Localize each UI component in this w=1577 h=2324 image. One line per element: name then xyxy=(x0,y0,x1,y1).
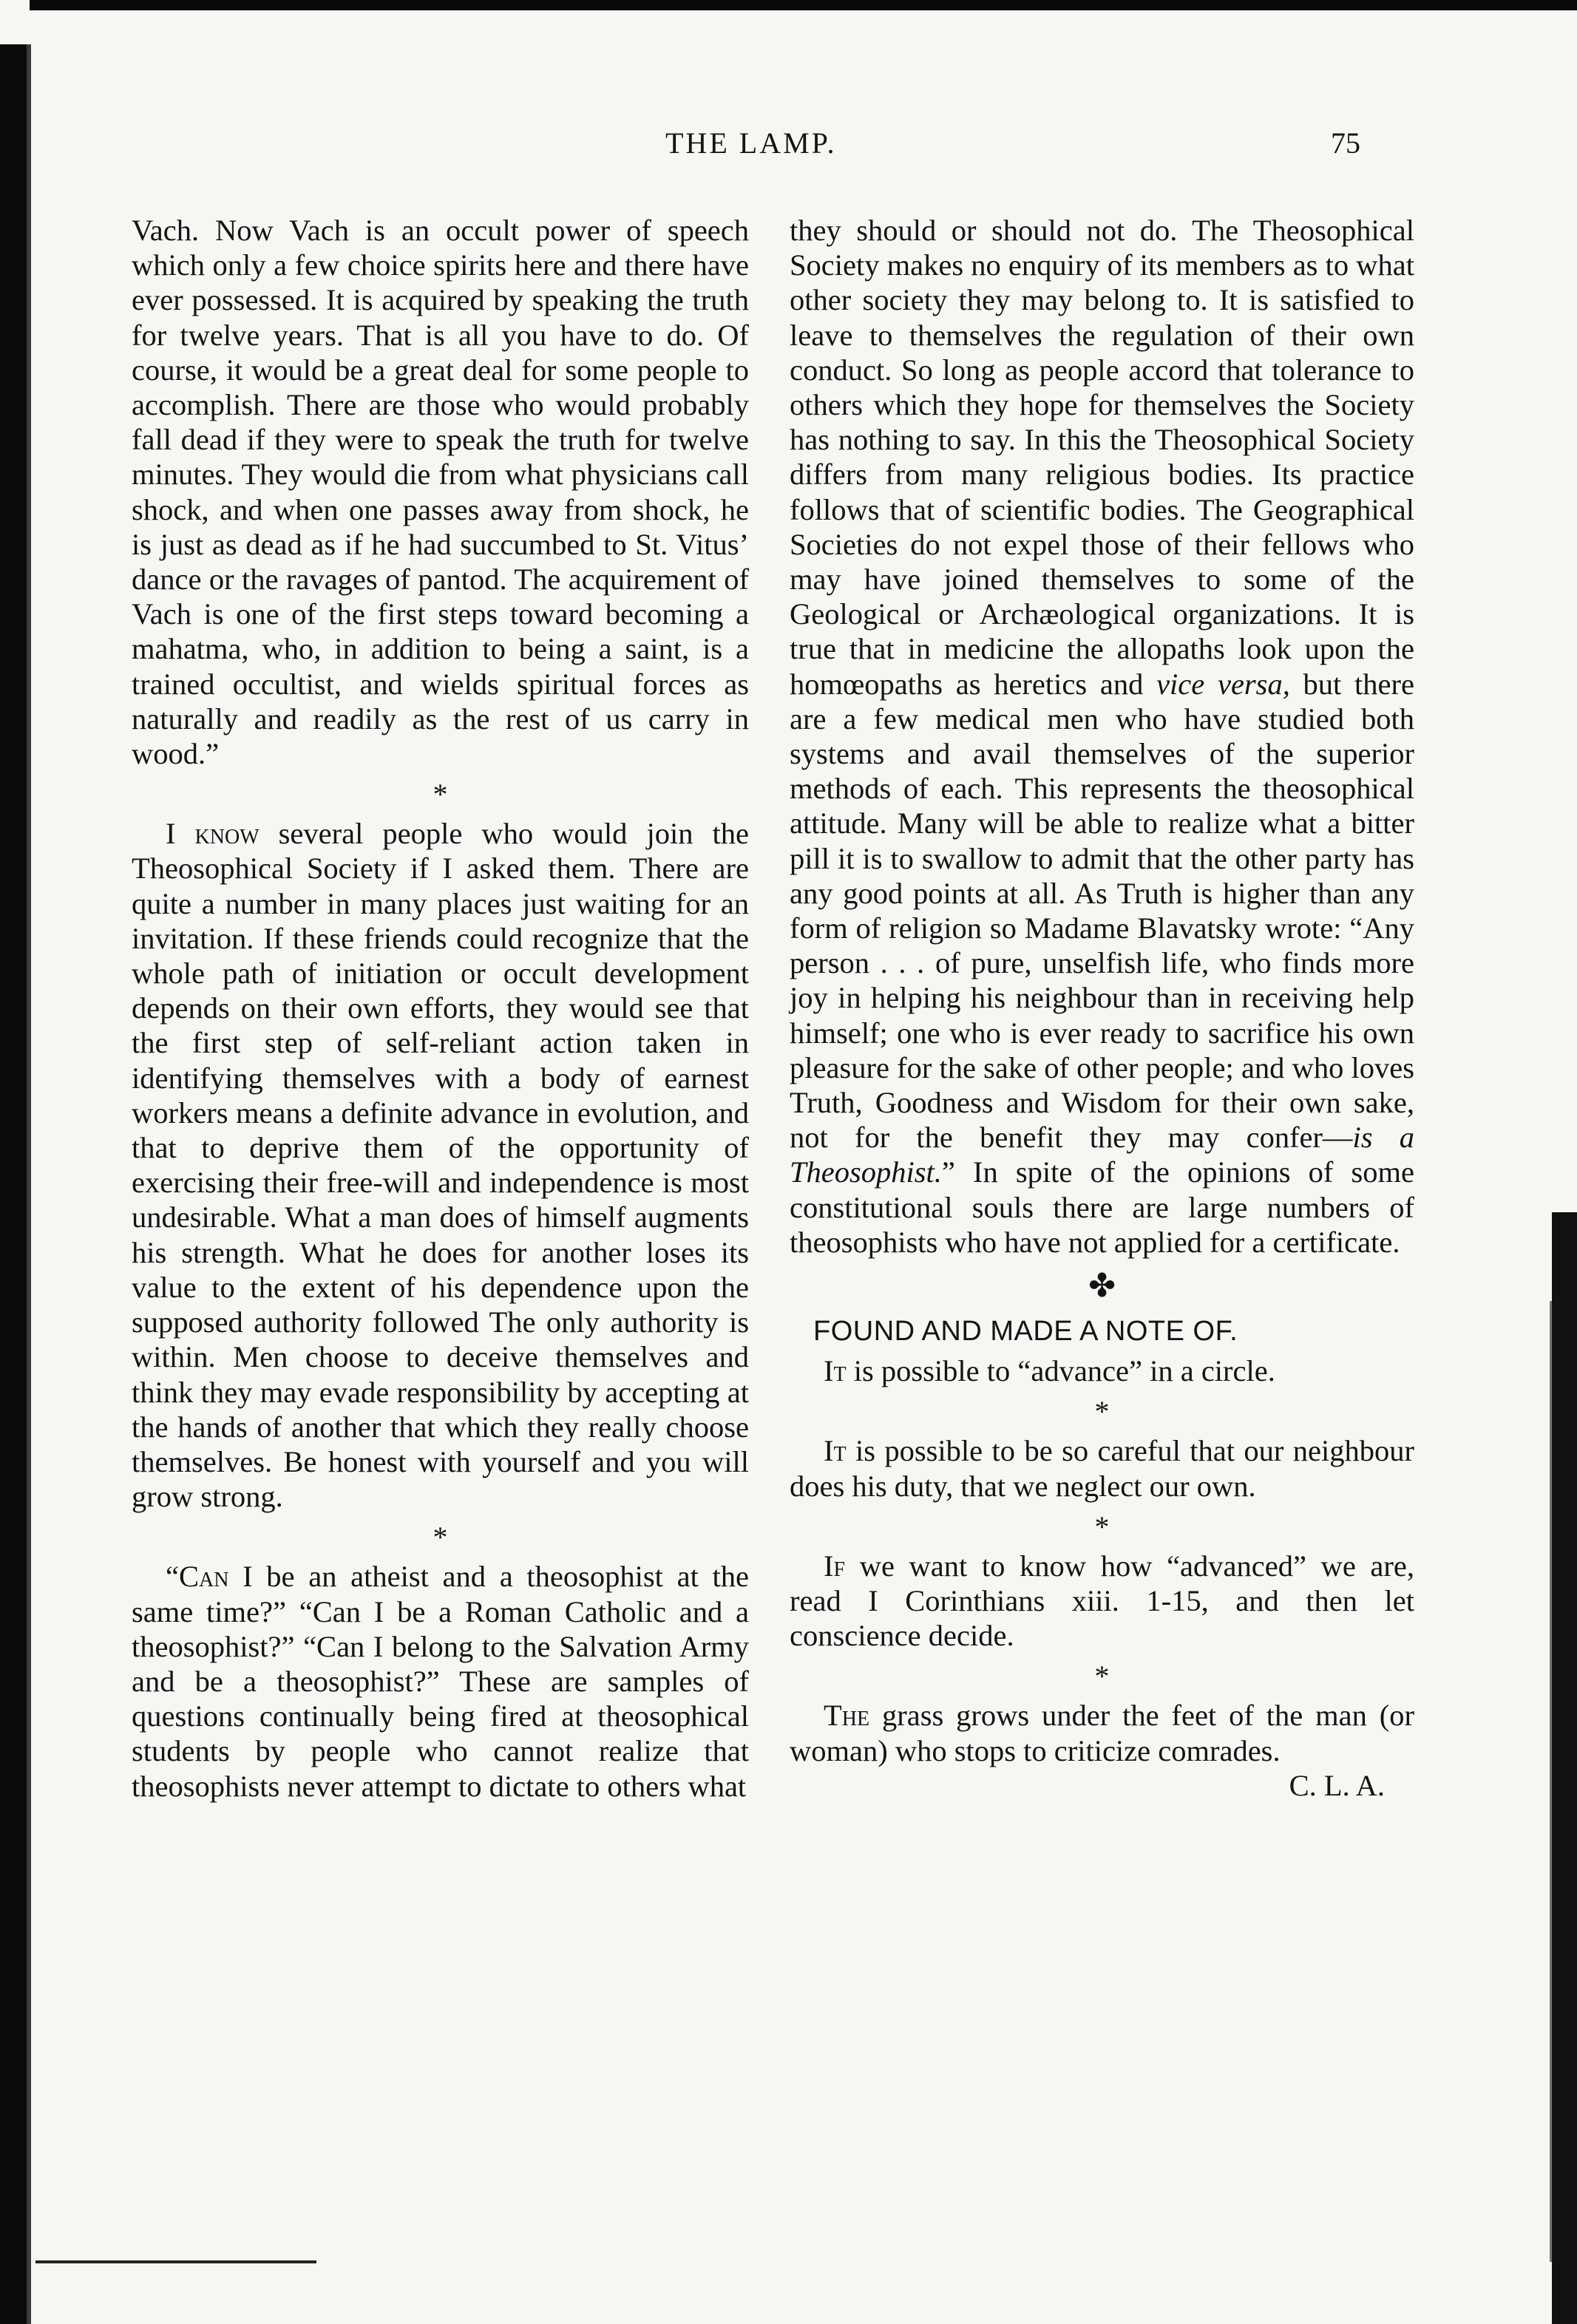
lead-word: It xyxy=(824,1434,847,1468)
paragraph-text: several people who would join the Theosophical Society if I asked them. There are quite a number in many places just waiting for an invitation. If these friends could recognize that the whole path of initiation or occult development depends on their own efforts, they would see that the first step of self-reliant action taken in identifying themselves with a body of earnest workers means a definite advance in evolution, and that to deprive them of the opportunity of exercising their free-will and independence is most undesirable. What a man does of himself augments his strength. What he does for another loses its value to the extent of his dependence upon the supposed authority followed The only authority is within. Men choose to deceive themselves and think they may evade responsibility by accepting at the hands of another that which they really choose themselves. Be honest with yourself and you will grow strong. xyxy=(132,817,749,1514)
paragraph-society xyxy=(790,213,1414,1260)
note-text: grass grows under the feet of the man (or woman) who stops to criticize comrades. xyxy=(790,1699,1414,1767)
paragraph-text: they should or should not do. The Theosophical Society makes no enquiry of its members as to what other society they may belong to. It is satisfied to leave to themselves the regulation of their own conduct. So long as people accord that tolerance to others which they hope for themselves the Society has nothing to say. In this the Theosophical Society differs from many religious bodies. Its practice follows that of scientific bodies. The Geographical Societies do not expel those of their fellows who may have joined themselves to some of the Geological or Archæological organizations. It is true that in medicine the allopaths look upon the homœopaths as heretics and xyxy=(790,214,1414,701)
asterism-divider: * xyxy=(433,1521,448,1555)
paragraph-vach: Vach. Now Vach is an occult power of speech which only a few choice spirits here and there have ever possessed. It is acquired by speaking the truth for twelve years. That is all you have to do. Of course, it would be a great deal for some people to accomplish. There are those who would probably fall dead if they were to speak the truth for twelve minutes. They would die from what physicians call shock, and when one passes away from shock, he is just as dead as if he had succumbed to St. Vitus’ dance or the ravages of pantod. The acquirement of Vach is one of the first steps toward becoming a mahatma, who, in addition to being a saint, is a trained occultist, and wields spiritual forces as naturally and readily as the rest of us carry in wood.” xyxy=(132,214,749,771)
scan-border-top xyxy=(30,0,1577,10)
lead-word: I know xyxy=(166,817,260,851)
left-column xyxy=(132,213,749,1804)
italic-phrase: is a Theosophist. xyxy=(790,1121,1415,1189)
signature: C. L. A. xyxy=(1289,1768,1385,1802)
running-head xyxy=(0,126,1577,170)
note-neighbour xyxy=(790,1433,1414,1503)
lead-word: “Can xyxy=(166,1560,229,1594)
note-advance-circle xyxy=(790,1353,1414,1388)
note-text: is possible to “advance” in a circle. xyxy=(846,1354,1275,1388)
note-text: we want to know how “advanced” we are, read I Corinthians xiii. 1-15, and then let conscience decide. xyxy=(790,1549,1414,1653)
page-number: 75 xyxy=(1331,126,1360,160)
paragraph-questions xyxy=(132,1559,749,1803)
fleuron-ornament: ✤ xyxy=(1088,1268,1116,1305)
paragraph-invitation xyxy=(132,816,749,1514)
scan-border-left-shadow xyxy=(27,44,31,2324)
right-column xyxy=(790,213,1414,1803)
note-corinthians xyxy=(790,1549,1414,1654)
paragraph-text: ” In spite of the opinions of some constitutional souls there are large numbers of theosophists who have not applied for a certificate. xyxy=(790,1155,1414,1259)
scan-border-right xyxy=(1552,1212,1577,2324)
lead-word: If xyxy=(824,1549,846,1583)
section-heading: FOUND AND MADE A NOTE OF. xyxy=(813,1316,1238,1348)
note-text: is possible to be so careful that our neighbour does his duty, that we neglect our own. xyxy=(790,1434,1414,1503)
asterism-divider: * xyxy=(1094,1395,1110,1429)
asterism-divider: * xyxy=(433,778,448,812)
running-title: THE LAMP. xyxy=(665,126,837,160)
note-grass xyxy=(790,1698,1414,1802)
asterism-divider: * xyxy=(1094,1659,1110,1693)
lead-word: The xyxy=(824,1699,870,1733)
scan-border-right-line xyxy=(1550,1301,1552,2262)
paragraph-text: but there are a few medical men who have studied both systems and avail themselves of the superior methods of each. This represents the theosophical attitude. Many will be able to realize what a bitter pill it is to swallow to admit that the other party has any good points at all. As Truth is higher than any form of religion so Madame Blavatsky wrote: “Any person . . . of pure, unselfish life, who finds more joy in helping his neighbour than in receiving help himself; one who is ever ready to sacrifice his own pleasure for the sake of other people; and who loves Truth, Goodness and Wisdom for their own sake, not for the benefit they may confer— xyxy=(790,667,1414,1155)
scan-bottom-rule xyxy=(35,2260,316,2263)
asterism-divider: * xyxy=(1094,1509,1110,1543)
paragraph-text: I be an atheist and a theosophist at the same time?” “Can I be a Roman Catholic and a theosophist?” “Can I belong to the Salvation Army and be a theosophist?” These are samples of questions continually being fired at theosophical students by people who cannot realize that theosophists never attempt to dictate to others what xyxy=(132,1560,749,1803)
scan-border-left xyxy=(0,44,27,2324)
lead-word: It xyxy=(824,1354,847,1388)
italic-phrase: vice versa, xyxy=(1156,667,1290,701)
